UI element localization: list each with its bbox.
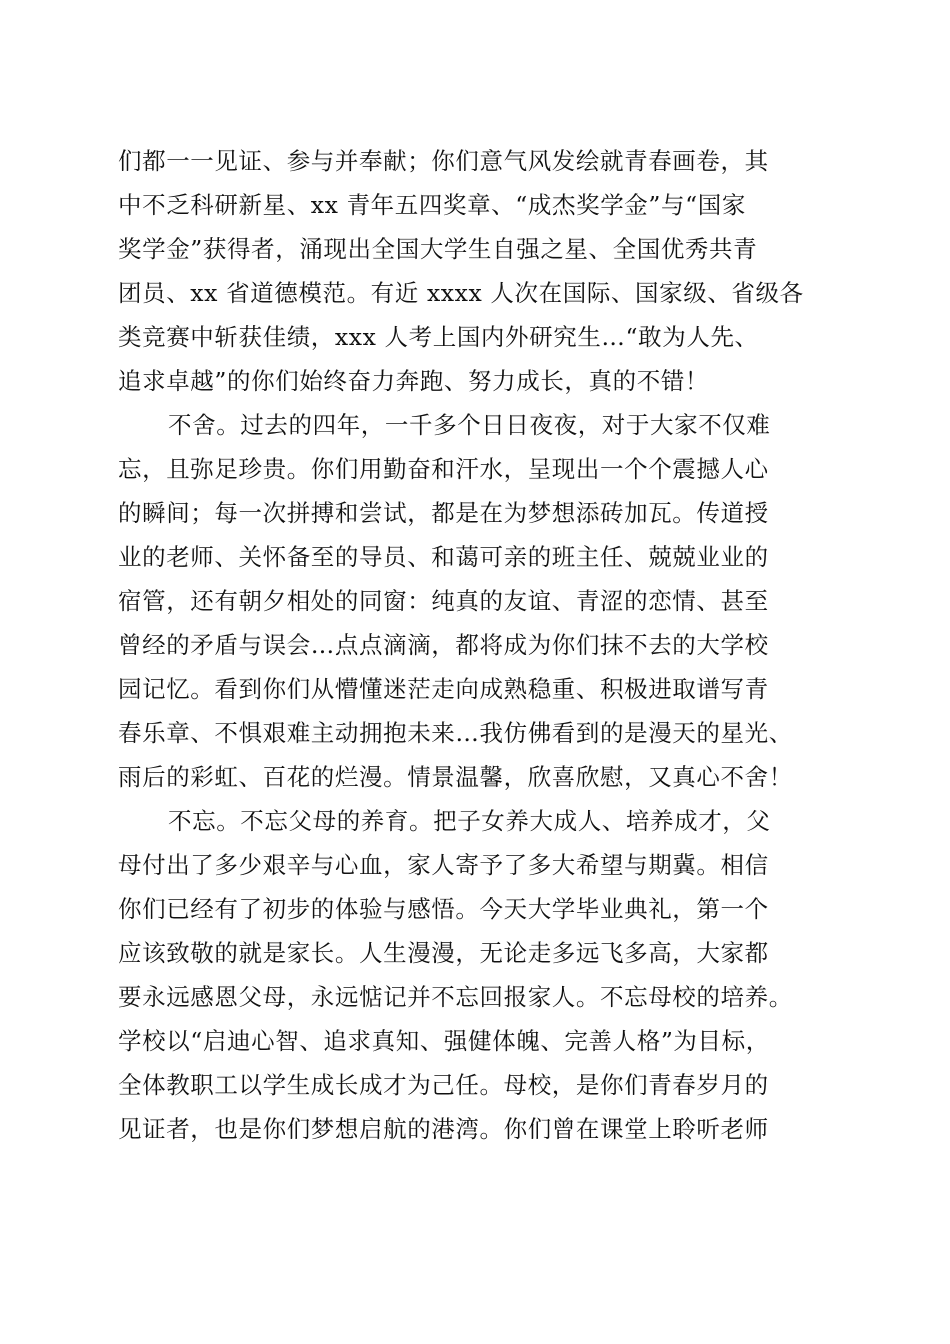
text-line: 春乐章、不惧艰难主动拥抱未来…我仿佛看到的是漫天的星光、 — [118, 719, 793, 747]
text-line: 母付出了多少艰辛与心血，家人寄予了多大希望与期冀。相信 — [118, 851, 769, 879]
text-line: 不舍。过去的四年，一千多个日日夜夜，对于大家不仅难 — [168, 411, 771, 439]
text-line: 你们已经有了初步的体验与感悟。今天大学毕业典礼，第一个 — [118, 895, 769, 923]
text-line: 团员、xx 省道德模范。有近 xxxx 人次在国际、国家级、省级各 — [118, 279, 804, 307]
text-line: 追求卓越”的你们始终奋力奔跑、努力成长，真的不错！ — [118, 367, 710, 395]
text-line: 雨后的彩虹、百花的烂漫。情景温馨，欣喜欣慰，又真心不舍！ — [118, 763, 793, 791]
text-line: 曾经的矛盾与误会…点点滴滴，都将成为你们抹不去的大学校 — [118, 631, 769, 659]
text-line: 园记忆。看到你们从懵懂迷茫走向成熟稳重、积极进取谱写青 — [118, 675, 769, 703]
text-line: 要永远感恩父母，永远惦记并不忘回报家人。不忘母校的培养。 — [118, 983, 793, 1011]
text-line: 见证者，也是你们梦想启航的港湾。你们曾在课堂上聆听老师 — [118, 1115, 769, 1143]
text-line: 类竞赛中斩获佳绩，xxx 人考上国内外研究生…“敢为人先、 — [118, 323, 759, 351]
paragraph-bushe — [118, 403, 834, 799]
text-line: 不忘。不忘父母的养育。把子女养大成人、培养成才，父 — [168, 807, 771, 835]
text-line: 学校以“启迪心智、追求真知、强健体魄、完善人格”为目标， — [118, 1027, 770, 1055]
text-line: 的瞬间；每一次拼搏和尝试，都是在为梦想添砖加瓦。传道授 — [118, 499, 769, 527]
text-line: 全体教职工以学生成长成才为己任。母校，是你们青春岁月的 — [118, 1071, 769, 1099]
text-line: 中不乏科研新星、xx 青年五四奖章、“成杰奖学金”与“国家 — [118, 191, 746, 219]
text-line: 应该致敬的就是家长。人生漫漫，无论走多远飞多高，大家都 — [118, 939, 769, 967]
paragraph-continued — [118, 139, 834, 403]
text-line: 业的老师、关怀备至的导员、和蔼可亲的班主任、兢兢业业的 — [118, 543, 769, 571]
text-line: 宿管，还有朝夕相处的同窗：纯真的友谊、青涩的恋情、甚至 — [118, 587, 769, 615]
text-line: 忘，且弥足珍贵。你们用勤奋和汗水，呈现出一个个震撼人心 — [118, 455, 769, 483]
document-body — [118, 139, 834, 1151]
text-line: 们都一一见证、参与并奉献；你们意气风发绘就青春画卷，其 — [118, 147, 769, 175]
text-line: 奖学金”获得者，涌现出全国大学生自强之星、全国优秀共青 — [118, 235, 758, 263]
paragraph-buwang — [118, 799, 834, 1151]
